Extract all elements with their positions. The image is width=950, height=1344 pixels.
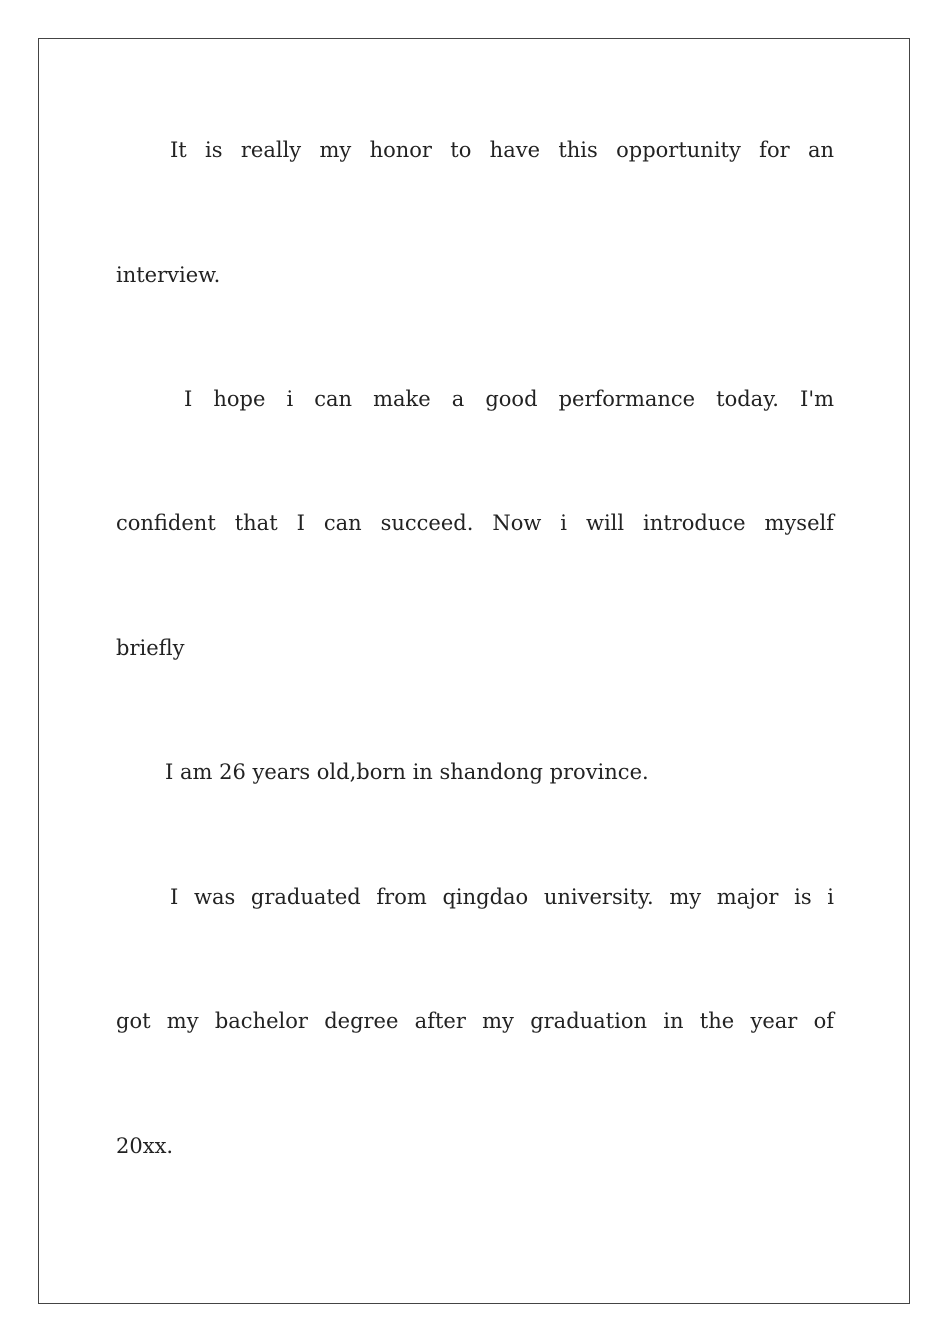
paragraph-4-line-2: got my bachelor degree after my graduation in the year of [116,1009,834,1033]
paragraph-4-line-1: I was graduated from qingdao university. my major is i [170,885,834,909]
paragraph-2-line-1: I hope i can make a good performance today. I'm [184,387,834,411]
paragraph-4-line-3: 20xx. [116,1134,174,1158]
page-border [38,38,910,1304]
paragraph-3-line-1: I am 26 years old,born in shandong province. [165,760,649,784]
paragraph-2-line-2: confident that I can succeed. Now i will introduce myself [116,511,834,535]
paragraph-1-line-2: interview. [116,263,221,287]
paragraph-1-line-1: It is really my honor to have this opportunity for an [170,138,834,162]
paragraph-2-line-3: briefly [116,636,185,660]
